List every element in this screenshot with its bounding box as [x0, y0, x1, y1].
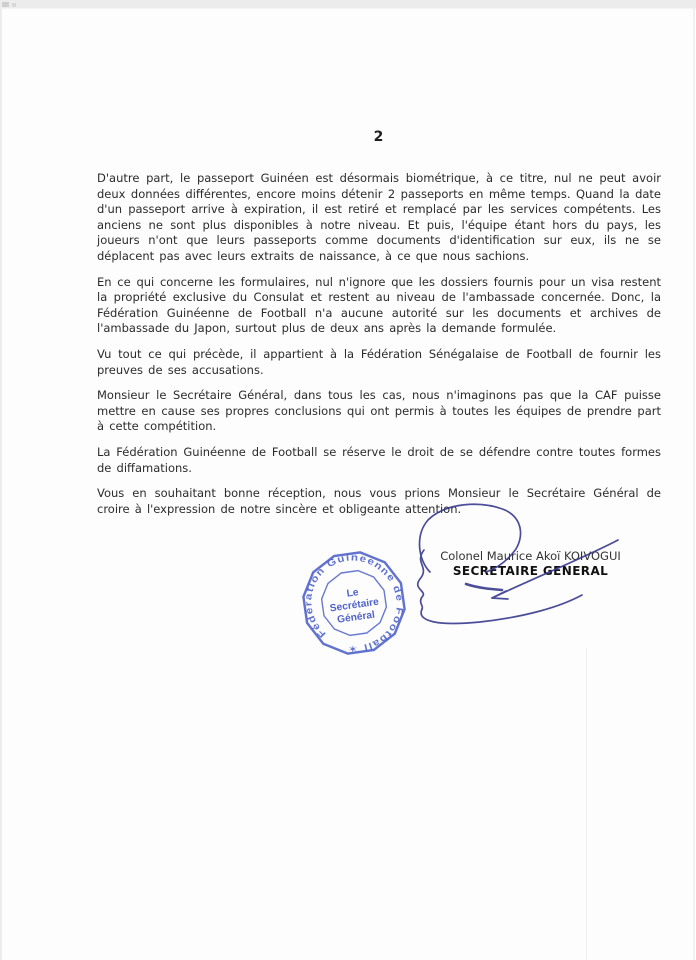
scan-corner-mark	[12, 3, 16, 7]
paragraph-caf: Monsieur le Secrétaire Général, dans tous les cas, nous n'imaginons pas que la CAF puisse mettre en cause ses propres conclusions qui ont permis à toutes les équipes de prendre part à cette compétition.	[97, 388, 661, 434]
scan-edge-artifact-left	[0, 8, 2, 960]
paragraph-passport: D'autre part, le passeport Guinéen est désormais biométrique, à ce titre, nul ne peut avoir deux données différentes, encore moins détenir 2 passeports en même temps. Quand la date d'un passeport arrive à expiration, il est retiré et remplacé par les services compétents. Les anciens ne sont plus disponibles à notre niveau. Et puis, l'équipe étant hors du pays, les joueurs n'ont que leurs passeports comme documents d'identification sur eux, ils ne se déplacent pas avec leurs extraits de naissance, à ce que nous sachions.	[97, 171, 661, 263]
stamp-center-line1: Le	[346, 587, 360, 600]
signatory-title: SECRETAIRE GENERAL	[452, 564, 609, 579]
paragraph-defense: La Fédération Guinéenne de Football se réserve le droit de se défendre contre toutes formes de diffamations.	[97, 444, 661, 475]
letter-body	[97, 171, 661, 527]
scan-edge-artifact-right	[693, 8, 695, 960]
paragraph-closing: Vous en souhaitant bonne réception, nous vous prions Monsieur le Secrétaire Général de croire à l'expression de notre sincère et obligeante attention.	[97, 486, 661, 516]
paragraph-forms: En ce qui concerne les formulaires, nul n'ignore que les dossiers fournis pour un visa restent la propriété exclusive du Consulat et restent au niveau de l'ambassade concernée. Donc, la Fédération Guinéenne de Football n'a aucune autorité sur les documents et archives de l'ambassade du Japon, surtout plus de deux ans après la demande formulée.	[97, 274, 661, 336]
scan-edge-artifact-top	[0, 0, 696, 9]
stamp-ring-text: Fédération Guineenne de Football ✶	[303, 552, 405, 654]
signature-loop	[420, 504, 521, 572]
stamp-center-line3: Général	[336, 609, 376, 626]
scan-corner-mark	[2, 2, 9, 7]
signature-zigzag	[418, 550, 424, 609]
signatory-name: Colonel Maurice Akoï KOIVOGUI	[440, 549, 621, 563]
page-number: 2	[373, 129, 385, 145]
stamp-center-line2: Secrétaire	[329, 596, 380, 615]
signature-diagonal	[492, 540, 618, 598]
scan-fold-line	[586, 648, 587, 960]
handwritten-signature	[350, 495, 660, 643]
paragraph-burden-of-proof: Vu tout ce qui précède, il appartient à la Fédération Sénégalaise de Football de fournir les preuves de ses accusations.	[97, 346, 661, 377]
signature-dash	[466, 584, 502, 590]
